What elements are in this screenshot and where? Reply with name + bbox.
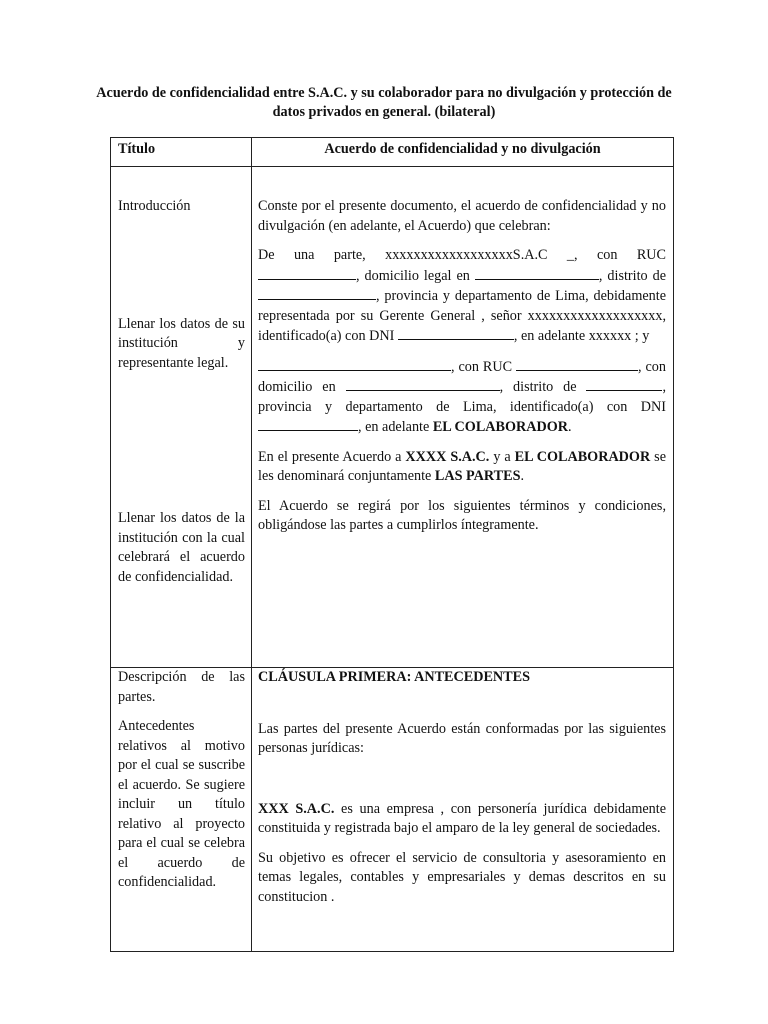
- collaborator-address-blank[interactable]: [346, 377, 500, 391]
- collaborator-dni-blank[interactable]: [258, 417, 358, 431]
- collaborator-district-blank[interactable]: [586, 377, 662, 391]
- collaborator-ruc-blank[interactable]: [516, 357, 638, 371]
- introduction-row: [111, 167, 674, 668]
- terms-paragraph: El Acuerdo se regirá por los siguientes términos y condiciones, obligándose las partes a cumplirlos íntegramente.: [258, 497, 666, 533]
- parties-label: Descripción de las partes.: [118, 669, 245, 705]
- introduction-label: Introducción: [118, 198, 191, 214]
- header-agreement-cell: Acuerdo de confidencialidad y no divulgación: [252, 138, 674, 167]
- parties-label-cell: [111, 668, 252, 952]
- parties-paragraph: Las partes del presente Acuerdo están conformadas por las siguientes personas jurídicas:: [258, 720, 666, 756]
- clause-title: CLÁUSULA PRIMERA: ANTECEDENTES: [258, 669, 530, 685]
- objective-paragraph: Su objetivo es ofrecer el servicio de consultoria y asesoramiento en temas legales, contables y empresariales y demas descritos en su constitucion .: [258, 849, 666, 905]
- background-note: Antecedentes relativos al motivo por el cual se suscribe el acuerdo. Se sugiere incluir un título relativo al proyecto para el cual se celebra el acuerdo de confidencialidad.: [118, 718, 245, 890]
- dni-blank[interactable]: [398, 326, 514, 340]
- introduction-content-cell: [252, 167, 674, 668]
- second-party-paragraph: , con RUC , con domicilio en , distrito de , provincia y departamento de Lima, identificado(a) con DNI , en adelante EL COLABORADOR.: [258, 358, 666, 435]
- document-title: Acuerdo de confidencialidad entre S.A.C. y su colaborador para no divulgación y protección de datos privados en general. (bilateral): [96, 85, 672, 120]
- parties-definition-paragraph: En el presente Acuerdo a XXXX S.A.C. y a EL COLABORADOR se les denominará conjuntamente LAS PARTES.: [258, 448, 666, 484]
- agreement-table: [110, 137, 674, 952]
- other-institution-note: Llenar los datos de la institución con la cual celebrará el acuerdo de confidencialidad.: [118, 510, 245, 585]
- district-blank[interactable]: [258, 286, 376, 300]
- first-party-paragraph: De una parte, xxxxxxxxxxxxxxxxxxS.A.C _, con RUC , domicilio legal en , distrito de , provincia y departamento de Lima, debidamente representada por su Gerente General , señor xxxxxxxxxxxxxxxxxxx, identificado(a) con DNI , en adelante xxxxxx ; y: [258, 247, 667, 344]
- parties-description-row: [111, 668, 674, 952]
- ruc-blank[interactable]: [258, 266, 356, 280]
- table-header-row: [111, 138, 674, 167]
- parties-content-cell: [252, 668, 674, 952]
- header-title-cell: Título: [111, 138, 252, 167]
- collaborator-name-blank[interactable]: [258, 357, 451, 371]
- own-institution-note: Llenar los datos de su institución y representante legal.: [118, 315, 245, 371]
- company-paragraph: XXX S.A.C. es una empresa , con personería jurídica debidamente constituida y registrada bajo el amparo de la ley general de sociedades.: [258, 800, 667, 836]
- intro-paragraph: Conste por el presente documento, el acuerdo de confidencialidad y no divulgación (en adelante, el Acuerdo) que celebran:: [258, 198, 666, 234]
- address-blank[interactable]: [475, 266, 599, 280]
- introduction-label-cell: [111, 167, 252, 668]
